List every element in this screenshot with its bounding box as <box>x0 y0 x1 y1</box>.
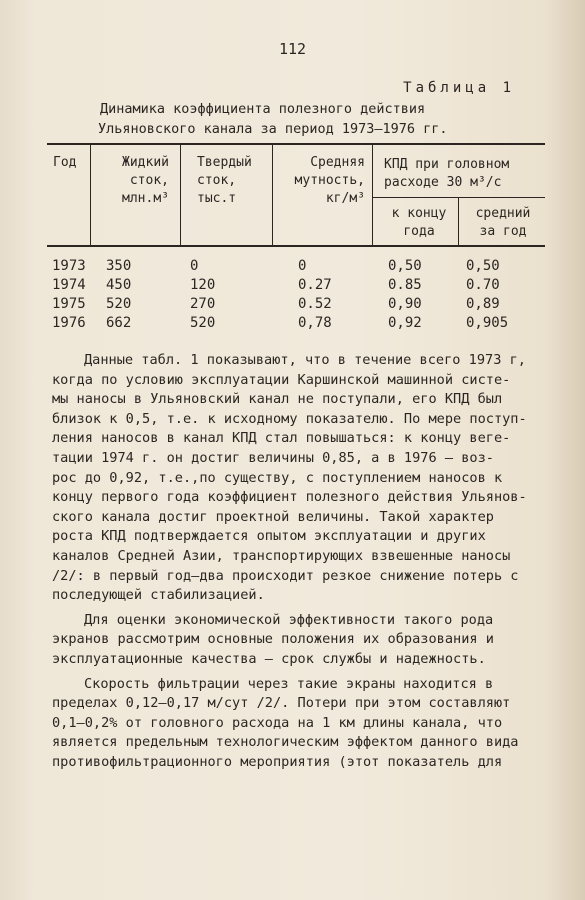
text-line: является предельным технологическим эффектом данного вида <box>52 734 519 751</box>
text-line: концу первого года коэффициент полезного действия Ульянов- <box>52 489 527 506</box>
cell-liquid-flow: 662 <box>106 315 132 331</box>
cell-year: 1973 <box>52 258 86 274</box>
text-line: ления наносов в канал КПД стал повышаться: к концу веге- <box>52 430 511 447</box>
text-line: Для оценки экономической эффективности такого рода <box>84 611 494 628</box>
cell-solid-flow: 270 <box>190 296 216 312</box>
table-row <box>52 277 545 296</box>
cell-kpd-average: 0,89 <box>466 296 500 312</box>
caption-line: Динамика коэффициента полезного действия <box>100 101 426 117</box>
cell-kpd-end: 0,90 <box>388 296 422 312</box>
text-line: рос до 0,92, т.е.,по существу, с поступлением наносов к <box>52 469 503 486</box>
cell-turbidity: 0 <box>298 258 307 274</box>
column-divider <box>458 197 459 245</box>
text-line: роста КПД подтверждается опытом эксплуатации и других <box>52 528 486 545</box>
column-divider <box>90 145 91 245</box>
column-divider <box>180 145 181 245</box>
text-line: Скорость фильтрации через такие экраны находится в <box>84 675 494 692</box>
column-divider <box>372 145 373 245</box>
header-solid-flow: Твердый сток, тыс.т <box>197 155 252 206</box>
text-line: пределах 0,12–0,17 м/сут /2/. Потери при этом составляют <box>52 695 511 712</box>
header-liquid-flow: Жидкий сток, млн.м³ <box>122 155 169 206</box>
paragraph-2 <box>52 611 557 670</box>
paragraph-1 <box>52 351 557 606</box>
text-line: противофильтрационного мероприятия (этот показатель для <box>52 753 503 770</box>
header-turbidity: Средняя мутность, кг/м³ <box>294 155 365 206</box>
table-label: Таблица 1 <box>403 80 515 96</box>
cell-liquid-flow: 350 <box>106 258 132 274</box>
header-year: Год <box>53 155 77 170</box>
table-caption <box>100 99 520 139</box>
text-line: экранов рассмотрим основные положения их образования и <box>52 631 494 648</box>
header-kpd: КПД при головном расходе 30 м³/с <box>384 157 510 190</box>
caption-line: Ульяновского канала за период 1973–1976 гг. <box>98 121 448 137</box>
paragraph-3 <box>52 675 557 773</box>
cell-kpd-end: 0,50 <box>388 258 422 274</box>
text-line: 0,1–0,2% от головного расхода на 1 км длины канала, что <box>52 714 503 731</box>
header-kpd-average: средний за год <box>475 206 531 239</box>
table-header <box>47 143 545 247</box>
cell-year: 1974 <box>52 277 86 293</box>
table-row <box>52 258 545 277</box>
text-line: ского канала достиг проектной величины. Такой характер <box>52 508 494 525</box>
cell-solid-flow: 120 <box>190 277 216 293</box>
cell-turbidity: 0.52 <box>298 296 332 312</box>
text-line: последующей стабилизацией. <box>52 587 265 604</box>
text-line: каналов Средней Азии, транспортирующих взвешенные наносы <box>52 547 511 564</box>
cell-kpd-end: 0,92 <box>388 315 422 331</box>
cell-solid-flow: 520 <box>190 315 216 331</box>
cell-solid-flow: 0 <box>190 258 199 274</box>
text-line: близок к 0,5, т.е. к исходному показателю. По мере поступ- <box>52 410 527 427</box>
text-line: Данные табл. 1 показывают, что в течение всего 1973 г, <box>84 352 526 368</box>
cell-kpd-average: 0,905 <box>466 315 509 331</box>
cell-year: 1976 <box>52 315 86 331</box>
body-text <box>52 351 557 772</box>
table-row <box>52 296 545 315</box>
text-line: /2/: в первый год–два происходит резкое снижение потерь с <box>52 567 519 584</box>
text-line: эксплуатационные качества – срок службы и надежность. <box>52 650 486 667</box>
cell-turbidity: 0,78 <box>298 315 332 331</box>
text-line: мы наносы в Ульяновский канал не поступали, его КПД был <box>52 391 503 408</box>
table-row <box>52 315 545 334</box>
cell-year: 1975 <box>52 296 86 312</box>
text-line: когда по условию эксплуатации Каршинской машинной систе- <box>52 371 511 388</box>
page-number: 112 <box>278 40 307 58</box>
cell-kpd-end: 0.85 <box>388 277 422 293</box>
cell-kpd-average: 0.70 <box>466 277 500 293</box>
cell-liquid-flow: 520 <box>106 296 132 312</box>
column-divider <box>272 145 273 245</box>
cell-kpd-average: 0,50 <box>466 258 500 274</box>
text-line: тации 1974 г. он достиг величины 0,85, а в 1976 – воз- <box>52 449 494 466</box>
table-body <box>52 258 545 334</box>
cell-turbidity: 0.27 <box>298 277 332 293</box>
cell-liquid-flow: 450 <box>106 277 132 293</box>
header-kpd-end-of-year: к концу года <box>391 206 447 239</box>
